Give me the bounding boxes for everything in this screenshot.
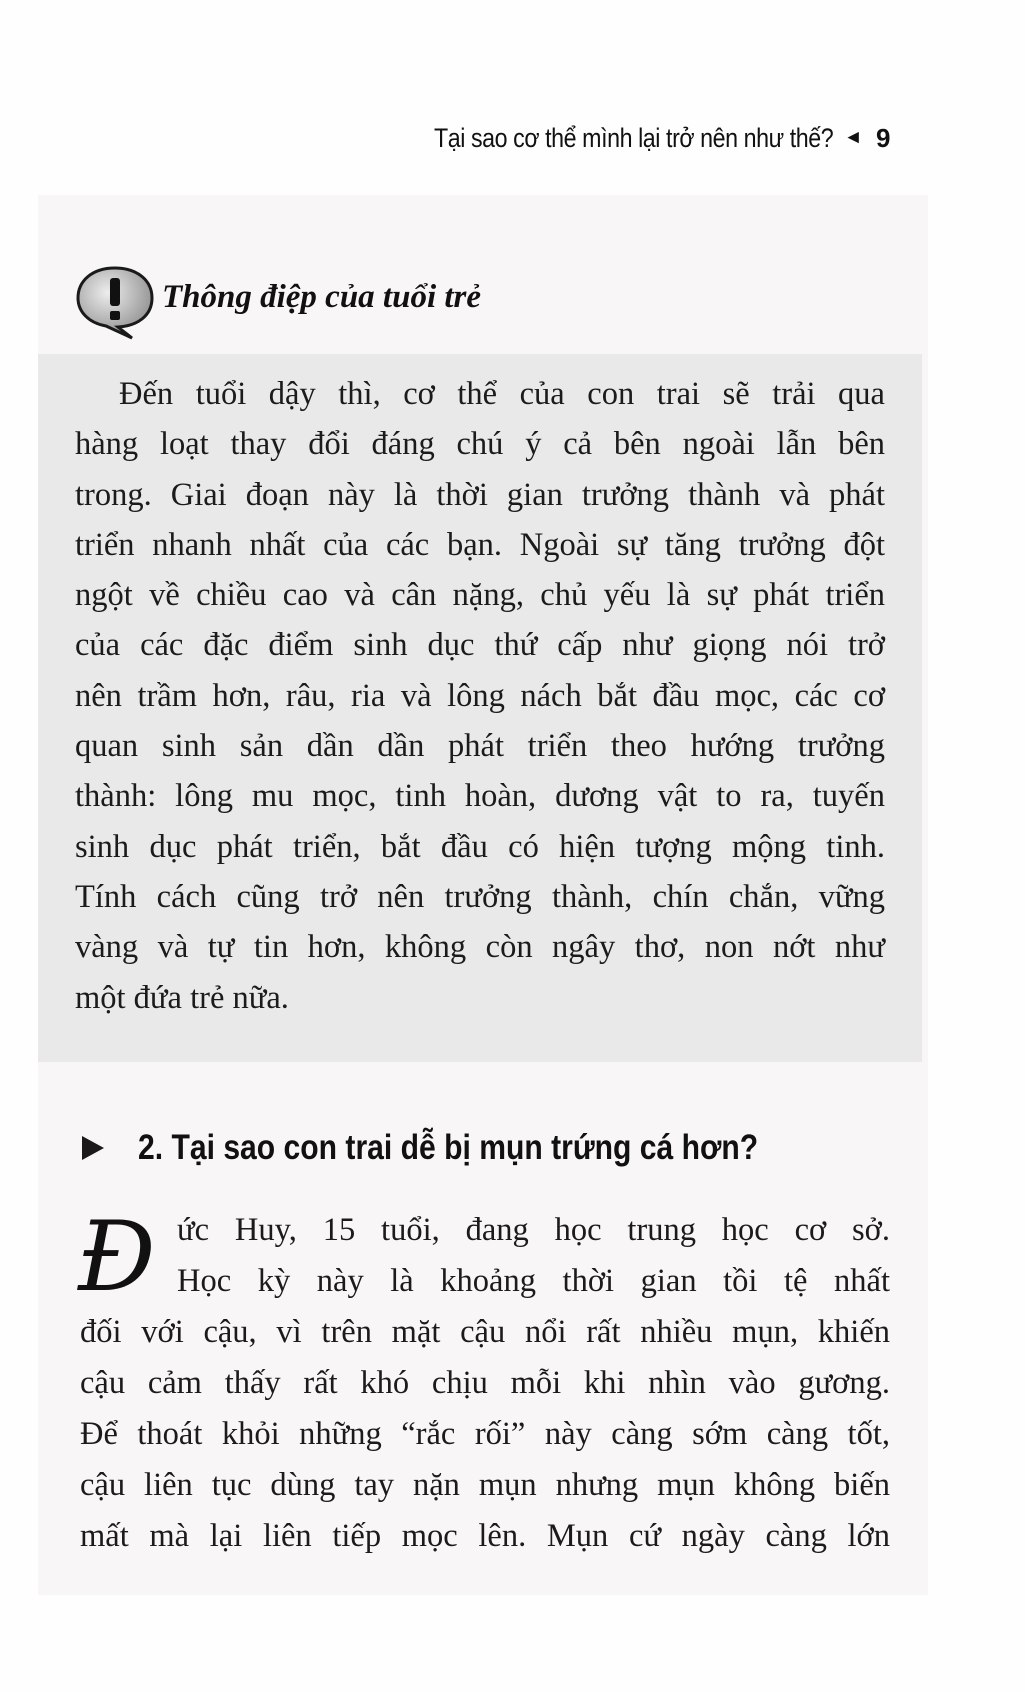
body-paragraph [78,1201,890,1562]
running-header [400,118,890,158]
drop-cap: Đ [78,1201,156,1313]
message-title: Thông điệp của tuổi trẻ [162,278,482,315]
message-line: triển nhanh nhất của các bạn. Ngoài sự tăng trưởng đột [75,526,885,563]
chapter-title: Tại sao cơ thể mình lại trở nên như thế? [434,122,834,153]
body-line: mất mà lại liên tiếp mọc lên. Mụn cứ ngày càng lớn [80,1518,890,1554]
message-line: của các đặc điểm sinh dục thứ cấp như giọng nói trở [75,627,885,664]
message-line: Tính cách cũng trở nên trưởng thành, chín chắn, vững [75,878,885,915]
message-line: sinh dục phát triển, bắt đầu có hiện tượng mộng tinh. [75,828,885,865]
message-line: quan sinh sản dần dần phát triển theo hướng trưởng [75,728,885,765]
page-number: 9 [876,122,890,153]
message-line: thành: lông mu mọc, tinh hoàn, dương vật to ra, tuyến [75,778,885,815]
body-line: cậu cảm thấy rất khó chịu mỗi khi nhìn vào gương. [80,1365,890,1401]
triangle-right-icon [80,1134,106,1162]
section-title: 2. Tại sao con trai dễ bị mụn trứng cá hơn? [138,1128,759,1167]
body-line: đối với cậu, vì trên mặt cậu nổi rất nhiều mụn, khiến [80,1314,890,1350]
message-paragraph [75,369,885,1023]
message-line: trong. Giai đoạn này là thời gian trưởng thành và phát [75,476,885,513]
message-line: nên trầm hơn, râu, ria và lông nách bắt đầu mọc, các cơ [75,677,885,714]
message-line: Đến tuổi dậy thì, cơ thể của con trai sẽ trải qua [119,376,885,412]
message-line: ngột về chiều cao và cân nặng, chủ yếu là sự phát triển [75,577,885,614]
section-heading [80,1118,859,1178]
left-arrow-icon: ◄ [843,127,863,148]
body-line: Học kỳ này là khoảng thời gian tồi tệ nhất [177,1263,890,1299]
body-line: Để thoát khỏi những “rắc rối” này càng sớm càng tốt, [80,1416,890,1452]
message-line: hàng loạt thay đổi đáng chú ý cả bên ngoài lẫn bên [75,426,885,463]
message-header [72,262,481,342]
body-line: cậu liên tục dùng tay nặn mụn nhưng mụn không biến [80,1467,890,1503]
message-line: một đứa trẻ nữa. [75,979,289,1016]
message-line: vàng và tự tin hơn, không còn ngây thơ, non nớt như [75,929,885,966]
exclamation-speech-bubble-icon [72,262,158,342]
body-line: ức Huy, 15 tuổi, đang học trung học cơ sở. [177,1212,890,1248]
